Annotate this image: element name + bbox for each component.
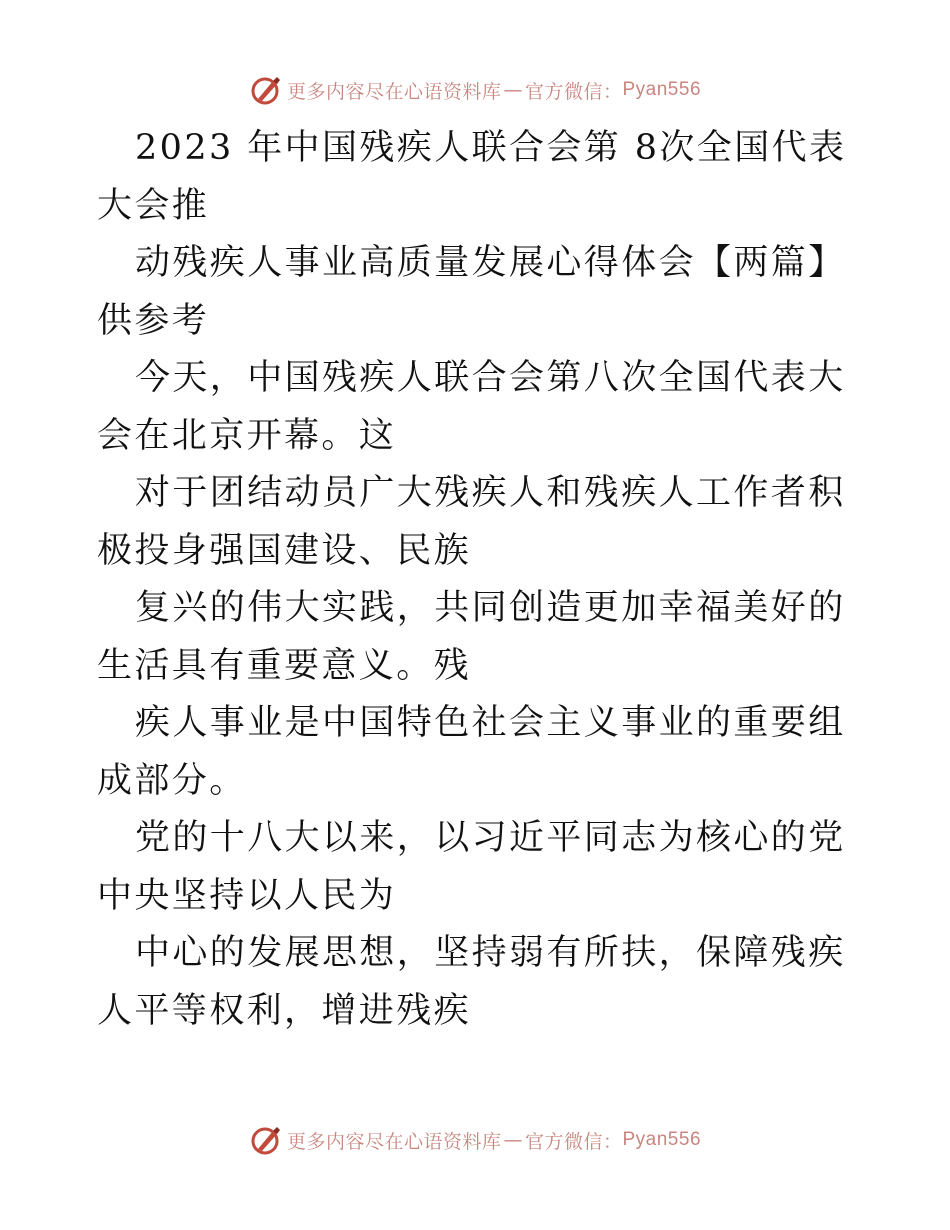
watermark-wechat-id: Pyan556 (622, 79, 702, 100)
watermark-label: 官方微信： (524, 1130, 623, 1153)
paragraph-8: 中心的发展思想，坚持弱有所扶，保障残疾人平等权利，增进残疾 (97, 933, 846, 1031)
watermark-brand: 更多内容尽在心语资料库 (286, 80, 502, 103)
pen-circle-logo-icon (249, 1123, 283, 1157)
document-body (97, 120, 857, 1040)
watermark-separator: — (503, 79, 523, 101)
watermark-label: 官方微信： (524, 80, 623, 103)
watermark-separator: — (503, 1129, 523, 1151)
paragraph-6: 疾人事业是中国特色社会主义事业的重要组成部分。 (97, 703, 846, 801)
paragraph-2: 动残疾人事业高质量发展心得体会【两篇】供参考 (97, 243, 846, 341)
paragraph-7: 党的十八大以来，以习近平同志为核心的党中央坚持以人民为 (97, 818, 846, 916)
pen-circle-logo-icon (249, 73, 283, 107)
paragraph-5: 复兴的伟大实践，共同创造更加幸福美好的生活具有重要意义。残 (97, 588, 846, 686)
watermark-brand: 更多内容尽在心语资料库 (286, 1130, 502, 1153)
watermark-wechat-id: Pyan556 (622, 1129, 702, 1150)
header-watermark (0, 70, 950, 110)
paragraph-4: 对于团结动员广大残疾人和残疾人工作者积极投身强国建设、民族 (97, 473, 846, 571)
paragraph-1: 2023 年中国残疾人联合会第 8次全国代表大会推 (97, 128, 847, 226)
paragraph-3: 今天，中国残疾人联合会第八次全国代表大会在北京开幕。这 (97, 358, 846, 456)
footer-watermark (0, 1120, 950, 1160)
